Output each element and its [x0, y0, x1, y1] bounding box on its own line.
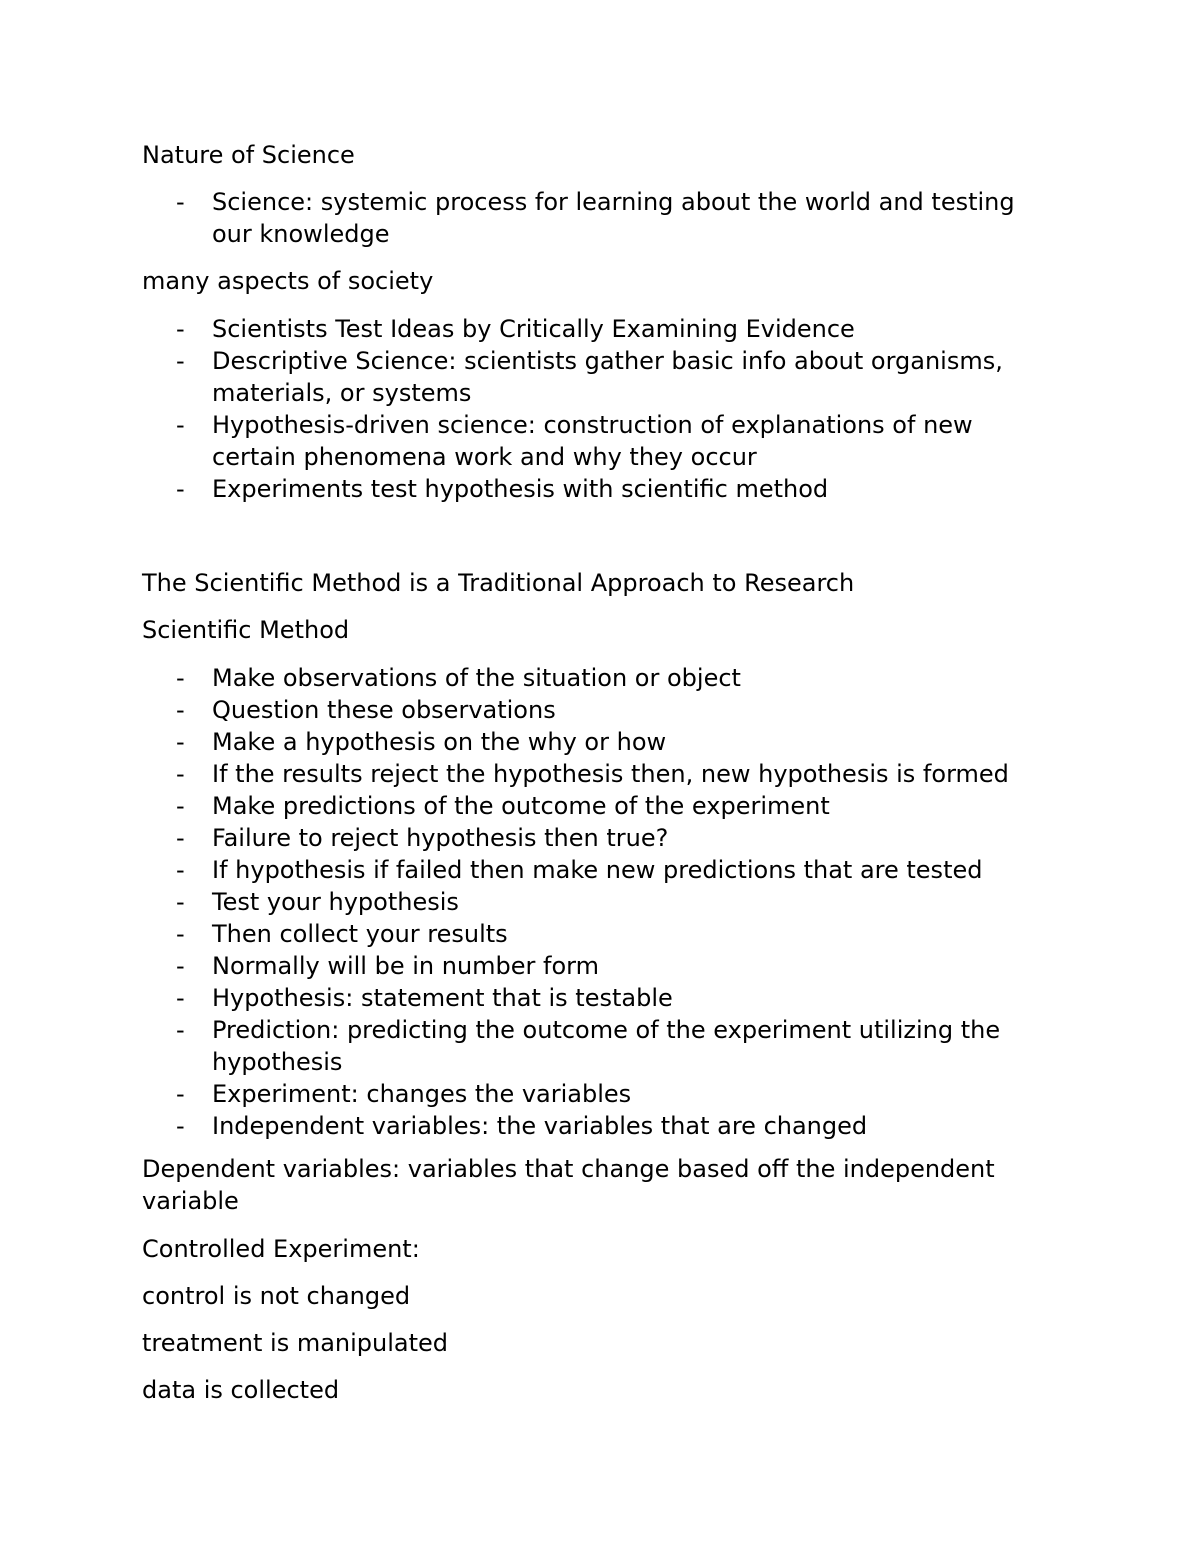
list-item: [142, 758, 1052, 790]
list-item: [142, 1014, 1052, 1078]
list-item-text: Experiments test hypothesis with scientific method: [212, 475, 829, 503]
para-control-not-changed: control is not changed: [142, 1282, 411, 1310]
list-item-text: Make predictions of the outcome of the experiment: [212, 792, 830, 820]
list-science-definition: [142, 186, 1062, 250]
list-item: [142, 1078, 1052, 1110]
list-item: [142, 822, 1052, 854]
heading-scientific-method: Scientific Method: [142, 616, 350, 644]
list-item-text: Test your hypothesis: [212, 888, 459, 916]
list-item-text: Descriptive Science: scientists gather basic info about organisms, materials, or systems: [212, 347, 1003, 407]
bullet-dash: -: [176, 411, 185, 439]
bullet-dash: -: [176, 728, 185, 756]
list-item-text: Independent variables: the variables that are changed: [212, 1112, 868, 1140]
list-item: [142, 1110, 1052, 1142]
list-item-text: Make a hypothesis on the why or how: [212, 728, 667, 756]
list-item: [142, 726, 1052, 758]
bullet-dash: -: [176, 664, 185, 692]
list-item-text: Prediction: predicting the outcome of the experiment utilizing the hypothesis: [212, 1016, 1001, 1076]
list-item: [142, 886, 1052, 918]
list-item: [142, 854, 1052, 886]
bullet-dash: -: [176, 984, 185, 1012]
para-controlled-experiment: Controlled Experiment:: [142, 1235, 420, 1263]
bullet-dash: -: [176, 347, 185, 375]
list-item: [142, 186, 1052, 250]
list-item-text: Hypothesis-driven science: construction of explanations of new certain phenomena work and why they occur: [212, 411, 973, 471]
list-item: [142, 409, 1052, 473]
list-item: [142, 345, 1052, 409]
list-item-text: Science: systemic process for learning about the world and testing our knowledge: [212, 188, 1015, 248]
list-item-text: If hypothesis if failed then make new predictions that are tested: [212, 856, 983, 884]
list-item-text: Failure to reject hypothesis then true?: [212, 824, 669, 852]
bullet-dash: -: [176, 920, 185, 948]
para-dependent-variables: Dependent variables: variables that change based off the independent variable: [142, 1155, 995, 1215]
list-item-text: Question these observations: [212, 696, 556, 724]
bullet-dash: -: [176, 952, 185, 980]
bullet-dash: -: [176, 475, 185, 503]
list-item-text: Make observations of the situation or object: [212, 664, 741, 692]
list-scientific-method-steps: [142, 662, 1062, 1142]
list-item-text: Then collect your results: [212, 920, 508, 948]
list-item: [142, 918, 1052, 950]
bullet-dash: -: [176, 1080, 185, 1108]
bullet-dash: -: [176, 1016, 185, 1044]
bullet-dash: -: [176, 315, 185, 343]
list-item: [142, 313, 1052, 345]
bullet-dash: -: [176, 696, 185, 724]
list-item: [142, 982, 1052, 1014]
list-item: [142, 473, 1052, 505]
bullet-dash: -: [176, 188, 185, 216]
list-item: [142, 950, 1052, 982]
para-data-collected: data is collected: [142, 1376, 340, 1404]
list-item-text: Scientists Test Ideas by Critically Examining Evidence: [212, 315, 855, 343]
bullet-dash: -: [176, 888, 185, 916]
para-treatment-manipulated: treatment is manipulated: [142, 1329, 449, 1357]
list-item-text: Experiment: changes the variables: [212, 1080, 632, 1108]
bullet-dash: -: [176, 792, 185, 820]
list-item: [142, 790, 1052, 822]
list-item: [142, 694, 1052, 726]
list-science-aspects: [142, 313, 1062, 505]
bullet-dash: -: [176, 760, 185, 788]
bullet-dash: -: [176, 824, 185, 852]
list-item-text: If the results reject the hypothesis then, new hypothesis is formed: [212, 760, 1009, 788]
list-item-text: Hypothesis: statement that is testable: [212, 984, 673, 1012]
heading-nature-of-science: Nature of Science: [142, 141, 355, 169]
para-many-aspects: many aspects of society: [142, 267, 434, 295]
list-item: [142, 662, 1052, 694]
list-item-text: Normally will be in number form: [212, 952, 599, 980]
bullet-dash: -: [176, 1112, 185, 1140]
bullet-dash: -: [176, 856, 185, 884]
heading-traditional-approach: The Scientific Method is a Traditional Approach to Research: [142, 569, 855, 597]
